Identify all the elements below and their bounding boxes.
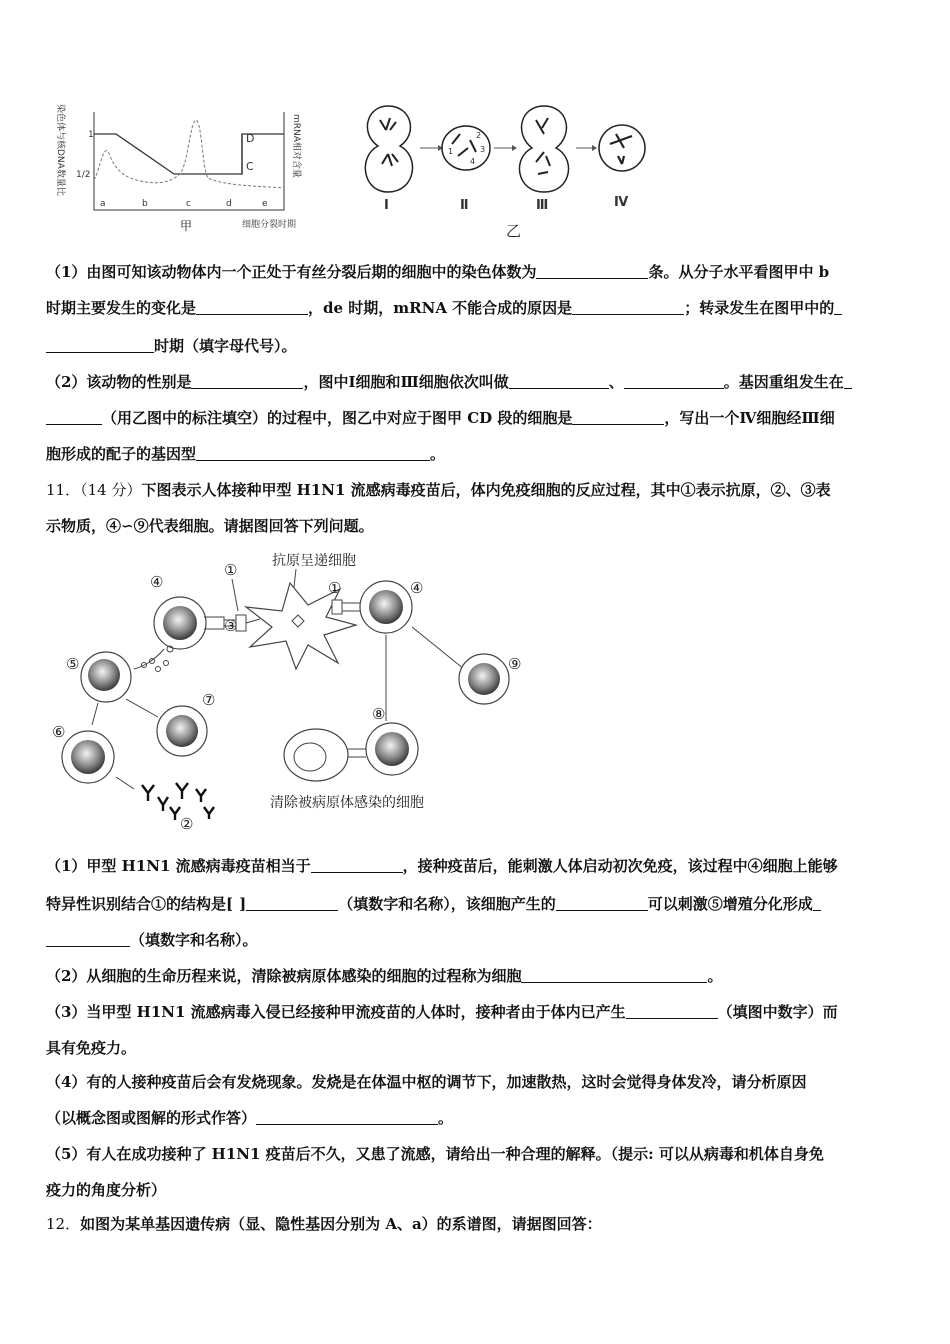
q10-p2-g: 胞形成的配子的基因型 bbox=[46, 445, 197, 463]
answer-blank[interactable] bbox=[196, 299, 308, 315]
figure-yi-cells bbox=[362, 104, 662, 240]
q10-p2-e: （用乙图中的标注填空）的过程中，图乙中对应于图甲 CD 段的细胞是 bbox=[102, 409, 573, 427]
q12-number: 12． bbox=[46, 1215, 81, 1233]
figure-jia-graph bbox=[46, 100, 316, 240]
q11-s3-line2 bbox=[46, 1038, 906, 1058]
arrow-4-to-9 bbox=[412, 627, 464, 669]
q10-part2-line1 bbox=[46, 372, 906, 392]
yi-stage-3: Ⅲ bbox=[536, 198, 549, 213]
answer-blank[interactable] bbox=[624, 373, 724, 389]
arrow-head-3 bbox=[592, 145, 597, 151]
mhc-left bbox=[246, 619, 260, 623]
answer-blank[interactable] bbox=[813, 895, 821, 911]
q10-p1-d: ，de 时期，mRNA 不能合成的原因是 bbox=[308, 299, 573, 317]
arrow-5-to-7 bbox=[126, 699, 158, 717]
answer-blank[interactable] bbox=[191, 373, 303, 389]
yi-mark-1: 1 bbox=[448, 147, 454, 156]
q10-p2-b: ，图中Ⅰ细胞和Ⅲ细胞依次叫做 bbox=[303, 373, 509, 391]
mark-1-left-pointer bbox=[232, 579, 238, 611]
cell-stage-4 bbox=[599, 125, 645, 171]
arrow-4-to-5 bbox=[134, 649, 164, 669]
cell-7-nucleus bbox=[166, 715, 198, 747]
mark-1-left: ① bbox=[224, 561, 238, 579]
q10-p1-c: 时期主要发生的变化是 bbox=[46, 299, 197, 317]
answer-blank[interactable] bbox=[509, 373, 609, 389]
q12-text: 如图为某单基因遗传病（显、隐性基因分别为 A、a）的系谱图，请据图回答： bbox=[80, 1215, 602, 1233]
jia-xlabel: 细胞分裂时期 bbox=[242, 220, 297, 230]
q11-s4-c: 。 bbox=[438, 1109, 454, 1127]
answer-blank[interactable] bbox=[46, 337, 154, 353]
answer-blank[interactable] bbox=[311, 857, 403, 873]
yi-stage-4: Ⅳ bbox=[614, 195, 629, 210]
cell-5-nucleus bbox=[88, 659, 120, 691]
q10-p2-f: ，写出一个Ⅳ细胞经Ⅲ细 bbox=[664, 409, 835, 427]
receptor-right bbox=[342, 603, 360, 611]
jia-seg-e: e bbox=[262, 199, 268, 209]
q11-s2-b: 。 bbox=[707, 967, 723, 985]
mark-7: ⑦ bbox=[202, 691, 216, 709]
answer-blank[interactable] bbox=[256, 1109, 438, 1125]
q11-intro-b: 示物质，④∽⑨代表细胞。请据图回答下列问题。 bbox=[46, 517, 374, 535]
q10-p1-a: （1）由图可知该动物体内一个正处于有丝分裂后期的细胞中的染色体数为 bbox=[46, 263, 537, 281]
answer-blank[interactable] bbox=[246, 895, 338, 911]
cell-9-nucleus bbox=[468, 663, 500, 695]
q11-s1-b: ，接种疫苗后，能刺激人体启动初次免疫，该过程中④细胞上能够 bbox=[402, 857, 838, 875]
q10-p2-d: 。基因重组发生在 bbox=[723, 373, 844, 391]
q11-s5-a: （5）有人在成功接种了 H1N1 疫苗后不久，又患了流感，请给出一种合理的解释。（提示: 可以从病毒和机体自身免 bbox=[46, 1145, 824, 1163]
jia-right-label: mRNA相对含量 bbox=[291, 114, 301, 178]
yi-stage-1: Ⅰ bbox=[384, 198, 389, 213]
cell-4-right-nucleus bbox=[369, 590, 403, 624]
q11-score: （14 分） bbox=[80, 481, 142, 499]
answer-blank[interactable] bbox=[572, 299, 684, 315]
mark-3: ③ bbox=[224, 617, 238, 635]
infected-cell bbox=[284, 729, 348, 781]
q11-s1-line1 bbox=[46, 856, 906, 876]
jia-mrna-curve bbox=[94, 120, 284, 188]
q11-s4-line1 bbox=[46, 1072, 906, 1092]
mark-8: ⑧ bbox=[372, 705, 386, 723]
mark-1-right: ① bbox=[328, 579, 342, 597]
jia-caption: 甲 bbox=[180, 219, 193, 233]
q10-part2-line3 bbox=[46, 444, 906, 464]
mark-4-right: ④ bbox=[410, 579, 424, 597]
q10-part1-line2 bbox=[46, 298, 906, 318]
answer-blank[interactable] bbox=[46, 409, 102, 425]
cell-4-left-nucleus bbox=[163, 606, 197, 640]
q11-s1-line3 bbox=[46, 930, 906, 950]
q11-s4-line2 bbox=[46, 1108, 906, 1128]
jia-seg-a: a bbox=[100, 199, 106, 209]
q11-s3-a: （3）当甲型 H1N1 流感病毒入侵已经接种甲流疫苗的人体时，接种者由于体内已产生 bbox=[46, 1003, 626, 1021]
substance-2-dot bbox=[164, 661, 169, 666]
answer-blank[interactable] bbox=[46, 931, 130, 947]
apc-nucleus bbox=[292, 615, 304, 627]
q11-intro-line2 bbox=[46, 516, 906, 536]
clear-infected-label: 清除被病原体感染的细胞 bbox=[270, 795, 424, 811]
jia-seg-d: d bbox=[226, 199, 232, 209]
jia-point-c: C bbox=[246, 160, 254, 173]
arrow-head-2 bbox=[512, 145, 517, 151]
q11-s3-line1 bbox=[46, 1002, 906, 1022]
jia-ylabel: 染色体与核DNA数量比 bbox=[55, 104, 65, 196]
yi-stage-2: Ⅱ bbox=[460, 198, 469, 213]
yi-mark-3: 3 bbox=[480, 145, 486, 154]
q11-number: 11． bbox=[46, 481, 81, 499]
arrow-5-to-6 bbox=[92, 703, 98, 725]
q10-part2-line2 bbox=[46, 408, 906, 428]
receptor-8 bbox=[348, 749, 366, 757]
answer-blank[interactable] bbox=[521, 967, 707, 983]
q11-s4-a: （4）有的人接种疫苗后会有发烧现象。发烧是在体温中枢的调节下，加速散热，这时会觉得身体发冷，请分析原因 bbox=[46, 1073, 807, 1091]
jia-axes bbox=[94, 112, 284, 210]
cell-stage-3 bbox=[520, 106, 569, 192]
q11-s2-a: （2）从细胞的生命历程来说，清除被病原体感染的细胞的过程称为细胞 bbox=[46, 967, 522, 985]
q11-s1-c: 特异性识别结合①的结构是[ bbox=[46, 895, 234, 913]
cell-6-nucleus bbox=[71, 740, 105, 774]
q10-p1-f: 时期（填字母代号）。 bbox=[154, 337, 297, 355]
figure-immune-response bbox=[46, 545, 536, 835]
cell-8-nucleus bbox=[375, 732, 409, 766]
q11-s5-b: 疫力的角度分析） bbox=[46, 1181, 167, 1199]
cell-stage-1 bbox=[365, 106, 412, 192]
q11-s2-line bbox=[46, 966, 906, 986]
mark-6: ⑥ bbox=[52, 723, 66, 741]
q10-p1-b: 条。从分子水平看图甲中 b bbox=[648, 263, 830, 281]
q10-part1-line1 bbox=[46, 262, 906, 282]
jia-ytick-1: 1 bbox=[88, 130, 94, 140]
q11-s1-g: （填数字和名称）。 bbox=[130, 931, 258, 949]
yi-mark-2: 2 bbox=[476, 131, 482, 140]
antigen-left bbox=[236, 615, 246, 631]
q11-intro-line1 bbox=[46, 480, 906, 500]
q11-s3-b: （填图中数字）而 bbox=[717, 1003, 838, 1021]
mark-5: ⑤ bbox=[66, 655, 80, 673]
jia-seg-c: c bbox=[186, 199, 191, 209]
antigen-right bbox=[332, 600, 342, 614]
yi-caption: 乙 bbox=[506, 222, 522, 240]
answer-blank[interactable] bbox=[556, 895, 648, 911]
q11-s1-d: ] bbox=[239, 895, 247, 913]
jia-point-d: D bbox=[246, 132, 255, 145]
answer-blank[interactable] bbox=[572, 409, 664, 425]
q11-s3-c: 具有免疫力。 bbox=[46, 1039, 137, 1057]
q10-p1-e: ；转录发生在图甲中的 bbox=[684, 299, 835, 317]
answer-blank[interactable] bbox=[834, 299, 842, 315]
substance-2-dot bbox=[156, 667, 161, 672]
mark-9: ⑨ bbox=[508, 655, 522, 673]
jia-ytick-half: 1/2 bbox=[76, 170, 91, 180]
apc-label: 抗原呈递细胞 bbox=[272, 553, 356, 569]
q11-s1-f: 可以刺激⑤增殖分化形成 bbox=[647, 895, 813, 913]
q11-s1-e: （填数字和名称），该细胞产生的 bbox=[338, 895, 556, 913]
q11-s5-line2 bbox=[46, 1180, 906, 1200]
mark-4-left: ④ bbox=[150, 573, 164, 591]
answer-blank[interactable] bbox=[626, 1003, 718, 1019]
q10-p2-a: （2）该动物的性别是 bbox=[46, 373, 192, 391]
answer-blank[interactable] bbox=[844, 373, 852, 389]
answer-blank[interactable] bbox=[196, 445, 430, 461]
q11-s1-a: （1）甲型 H1N1 流感病毒疫苗相当于 bbox=[46, 857, 311, 875]
apc-label-pointer bbox=[294, 569, 296, 587]
arrow-6-to-antibody bbox=[116, 777, 134, 789]
q11-s1-line2 bbox=[46, 894, 906, 914]
q11-s4-b: （以概念图或图解的形式作答） bbox=[46, 1109, 257, 1127]
q10-p2-c: 、 bbox=[608, 373, 624, 391]
q10-part1-line3 bbox=[46, 336, 906, 356]
q11-intro-a: 下图表示人体接种甲型 H1N1 流感病毒疫苗后，体内免疫细胞的反应过程，其中①表示抗原，②、③表 bbox=[141, 481, 831, 499]
jia-seg-b: b bbox=[142, 199, 148, 209]
yi-mark-4: 4 bbox=[470, 157, 476, 166]
antibodies bbox=[142, 783, 214, 820]
mark-2: ② bbox=[180, 815, 194, 833]
q12-line bbox=[46, 1214, 906, 1234]
q11-s5-line1 bbox=[46, 1144, 906, 1164]
q10-p2-h: 。 bbox=[430, 445, 446, 463]
answer-blank[interactable] bbox=[536, 263, 648, 279]
